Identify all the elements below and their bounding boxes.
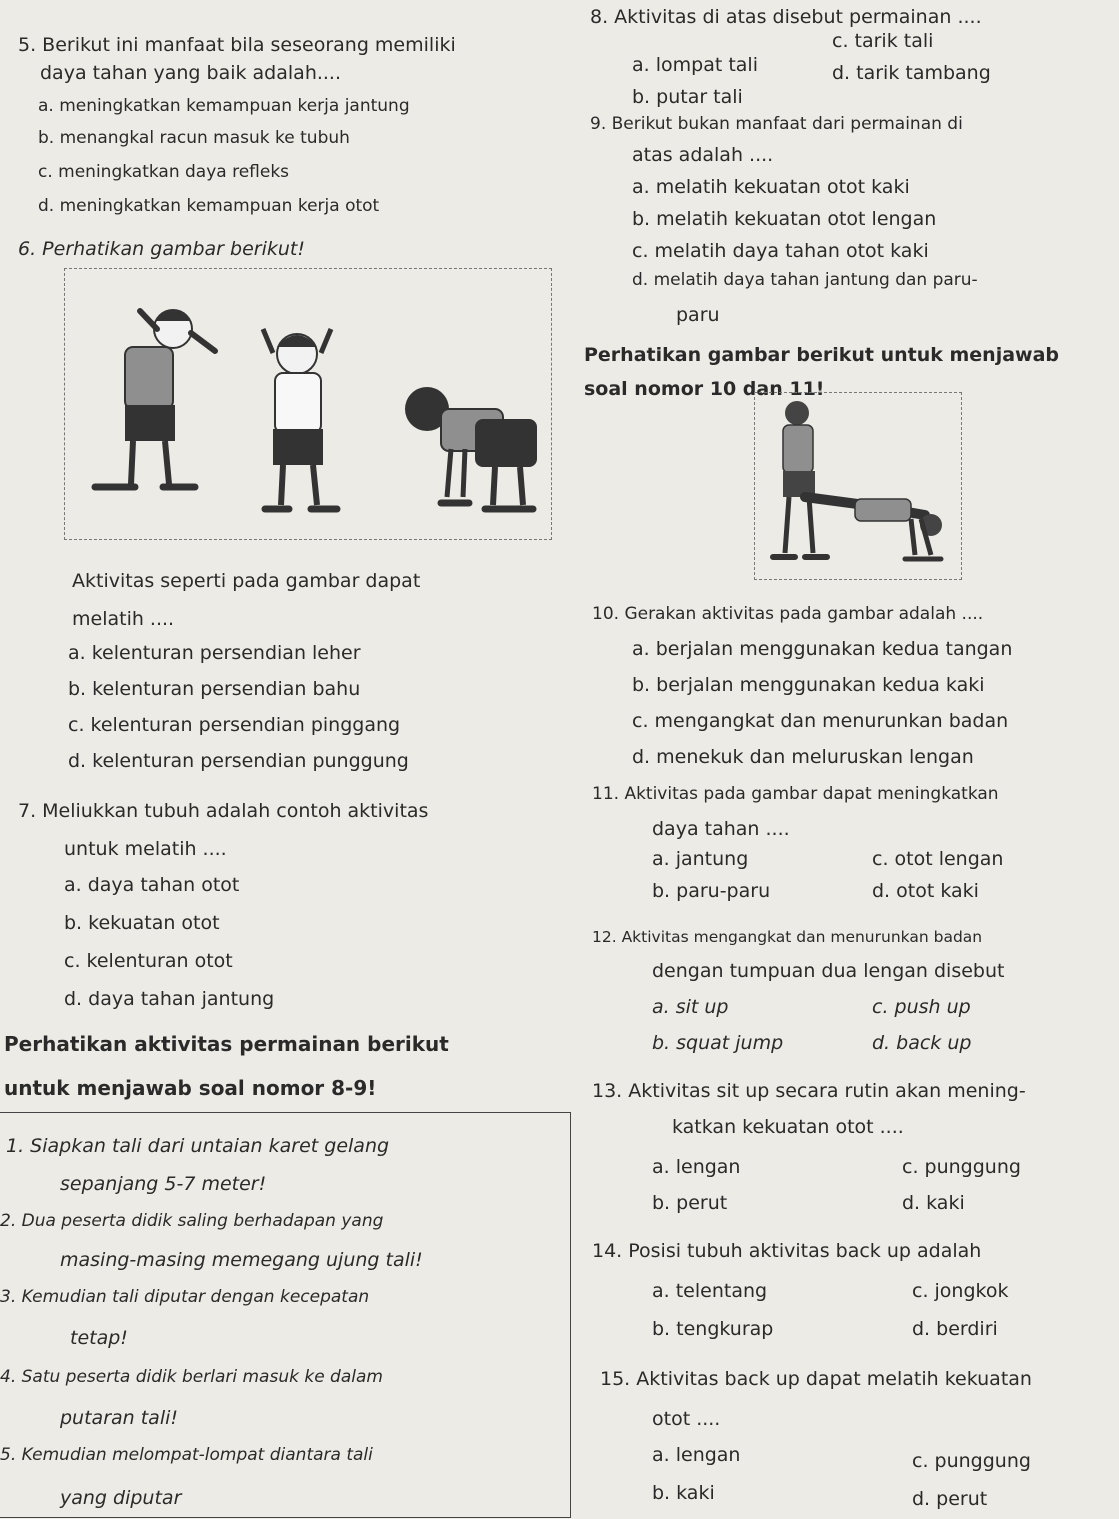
q8-option-a: a. lompat tali bbox=[632, 54, 758, 76]
step-1-line2: sepanjang 5-7 meter! bbox=[60, 1173, 267, 1195]
step-2-line1: 2. Dua peserta didik saling berhadapan yang bbox=[0, 1211, 384, 1231]
q10-option-c: c. mengangkat dan menurunkan badan bbox=[632, 710, 1009, 732]
walking-on-hands-child-figure bbox=[805, 497, 942, 559]
q9-option-b: b. melatih kekuatan otot lengan bbox=[632, 208, 937, 230]
q7-option-d: d. daya tahan jantung bbox=[64, 988, 275, 1010]
q14-stem: 14. Posisi tubuh aktivitas back up adalah bbox=[592, 1240, 982, 1262]
q15-stem-line2: otot .... bbox=[652, 1408, 721, 1430]
q10-option-a: a. berjalan menggunakan kedua tangan bbox=[632, 638, 1013, 660]
q12-stem-line1: 12. Aktivitas mengangkat dan menurunkan badan bbox=[592, 928, 983, 946]
q13-option-b: b. perut bbox=[652, 1192, 728, 1214]
q5-option-b: b. menangkal racun masuk ke tubuh bbox=[38, 128, 350, 148]
q10-option-d: d. menekuk dan meluruskan lengan bbox=[632, 746, 974, 768]
q7-stem-line1: 7. Meliukkan tubuh adalah contoh aktivitas bbox=[18, 800, 429, 822]
q7-option-c: c. kelenturan otot bbox=[64, 950, 233, 972]
step-4-line1: 4. Satu peserta didik berlari masuk ke dalam bbox=[0, 1367, 383, 1387]
q6-option-d: d. kelenturan persendian punggung bbox=[68, 750, 409, 772]
q5-stem-line1: 5. Berikut ini manfaat bila seseorang memiliki bbox=[18, 34, 456, 56]
standing-child-figure bbox=[773, 401, 827, 557]
child-hands-behind-head-figure bbox=[263, 329, 337, 509]
step-4-line2: putaran tali! bbox=[60, 1407, 178, 1429]
q6-caption-line2: melatih .... bbox=[72, 608, 175, 630]
q6-option-b: b. kelenturan persendian bahu bbox=[68, 678, 361, 700]
instr1011-line2: soal nomor 10 dan 11! bbox=[584, 378, 825, 400]
instr1011-line1: Perhatikan gambar berikut untuk menjawab bbox=[584, 344, 1060, 366]
q9-option-a: a. melatih kekuatan otot kaki bbox=[632, 176, 910, 198]
step-3-line2: tetap! bbox=[70, 1327, 128, 1349]
q5-option-c: c. meningkatkan daya refleks bbox=[38, 162, 290, 182]
q11-option-a: a. jantung bbox=[652, 848, 749, 870]
q9-stem-line1: 9. Berikut bukan manfaat dari permainan di bbox=[590, 114, 963, 134]
step-3-line1: 3. Kemudian tali diputar dengan kecepatan bbox=[0, 1287, 370, 1307]
q9-option-d-line2: paru bbox=[676, 304, 720, 326]
q9-stem-line2: atas adalah .... bbox=[632, 144, 774, 166]
game-steps-box bbox=[0, 1112, 571, 1518]
q15-option-d: d. perut bbox=[912, 1488, 988, 1510]
q8-stem: 8. Aktivitas di atas disebut permainan .... bbox=[590, 6, 982, 28]
q13-stem-line2: katkan kekuatan otot .... bbox=[672, 1116, 904, 1138]
q13-option-d: d. kaki bbox=[902, 1192, 965, 1214]
q11-option-d: d. otot kaki bbox=[872, 880, 979, 902]
child-bending-forward-figure bbox=[405, 387, 537, 509]
q10-option-b: b. berjalan menggunakan kedua kaki bbox=[632, 674, 985, 696]
q7-stem-line2: untuk melatih .... bbox=[64, 838, 227, 860]
instr89-line2: untuk menjawab soal nomor 8-9! bbox=[4, 1076, 377, 1100]
stretching-children-illustration bbox=[65, 269, 551, 539]
q7-option-b: b. kekuatan otot bbox=[64, 912, 220, 934]
q15-option-a: a. lengan bbox=[652, 1444, 741, 1466]
step-5-line1: 5. Kemudian melompat-lompat diantara tali bbox=[0, 1445, 373, 1465]
q13-option-c: c. punggung bbox=[902, 1156, 1021, 1178]
q15-stem-line1: 15. Aktivitas back up dapat melatih kekuatan bbox=[600, 1368, 1032, 1390]
q6-caption-line1: Aktivitas seperti pada gambar dapat bbox=[72, 570, 421, 592]
q11-option-b: b. paru-paru bbox=[652, 880, 771, 902]
q9-option-c: c. melatih daya tahan otot kaki bbox=[632, 240, 929, 262]
q10-image-frame bbox=[754, 392, 962, 580]
q13-stem-line1: 13. Aktivitas sit up secara rutin akan mening- bbox=[592, 1080, 1026, 1102]
q15-option-c: c. punggung bbox=[912, 1450, 1031, 1472]
q5-option-d: d. meningkatkan kemampuan kerja otot bbox=[38, 196, 380, 216]
q6-image-frame bbox=[64, 268, 552, 540]
q5-stem-line2: daya tahan yang baik adalah.... bbox=[40, 62, 342, 84]
q13-option-a: a. lengan bbox=[652, 1156, 741, 1178]
instr89-line1: Perhatikan aktivitas permainan berikut bbox=[4, 1032, 449, 1056]
q14-option-a: a. telentang bbox=[652, 1280, 768, 1302]
q12-option-c: c. push up bbox=[872, 996, 971, 1018]
q11-stem-line2: daya tahan .... bbox=[652, 818, 790, 840]
q12-option-b: b. squat jump bbox=[652, 1032, 784, 1054]
q11-option-c: c. otot lengan bbox=[872, 848, 1004, 870]
step-1-line1: 1. Siapkan tali dari untaian karet gelang bbox=[6, 1135, 390, 1157]
q8-option-d: d. tarik tambang bbox=[832, 62, 991, 84]
q10-stem: 10. Gerakan aktivitas pada gambar adalah .... bbox=[592, 604, 984, 624]
q14-option-c: c. jongkok bbox=[912, 1280, 1009, 1302]
q5-option-a: a. meningkatkan kemampuan kerja jantung bbox=[38, 96, 410, 116]
q15-option-b: b. kaki bbox=[652, 1482, 715, 1504]
q12-option-a: a. sit up bbox=[652, 996, 729, 1018]
child-side-bend-figure bbox=[95, 310, 215, 487]
step-5-line2: yang diputar bbox=[60, 1487, 182, 1509]
q14-option-d: d. berdiri bbox=[912, 1318, 998, 1340]
wheelbarrow-walk-illustration bbox=[755, 393, 961, 579]
step-2-line2: masing-masing memegang ujung tali! bbox=[60, 1249, 423, 1271]
q8-option-c: c. tarik tali bbox=[832, 30, 934, 52]
q11-stem-line1: 11. Aktivitas pada gambar dapat meningkatkan bbox=[592, 784, 999, 804]
q12-option-d: d. back up bbox=[872, 1032, 972, 1054]
q6-stem: 6. Perhatikan gambar berikut! bbox=[18, 238, 305, 260]
q14-option-b: b. tengkurap bbox=[652, 1318, 774, 1340]
q12-stem-line2: dengan tumpuan dua lengan disebut bbox=[652, 960, 1005, 982]
q7-option-a: a. daya tahan otot bbox=[64, 874, 240, 896]
q8-option-b: b. putar tali bbox=[632, 86, 743, 108]
q9-option-d: d. melatih daya tahan jantung dan paru- bbox=[632, 270, 978, 290]
q6-option-c: c. kelenturan persendian pinggang bbox=[68, 714, 401, 736]
q6-option-a: a. kelenturan persendian leher bbox=[68, 642, 361, 664]
